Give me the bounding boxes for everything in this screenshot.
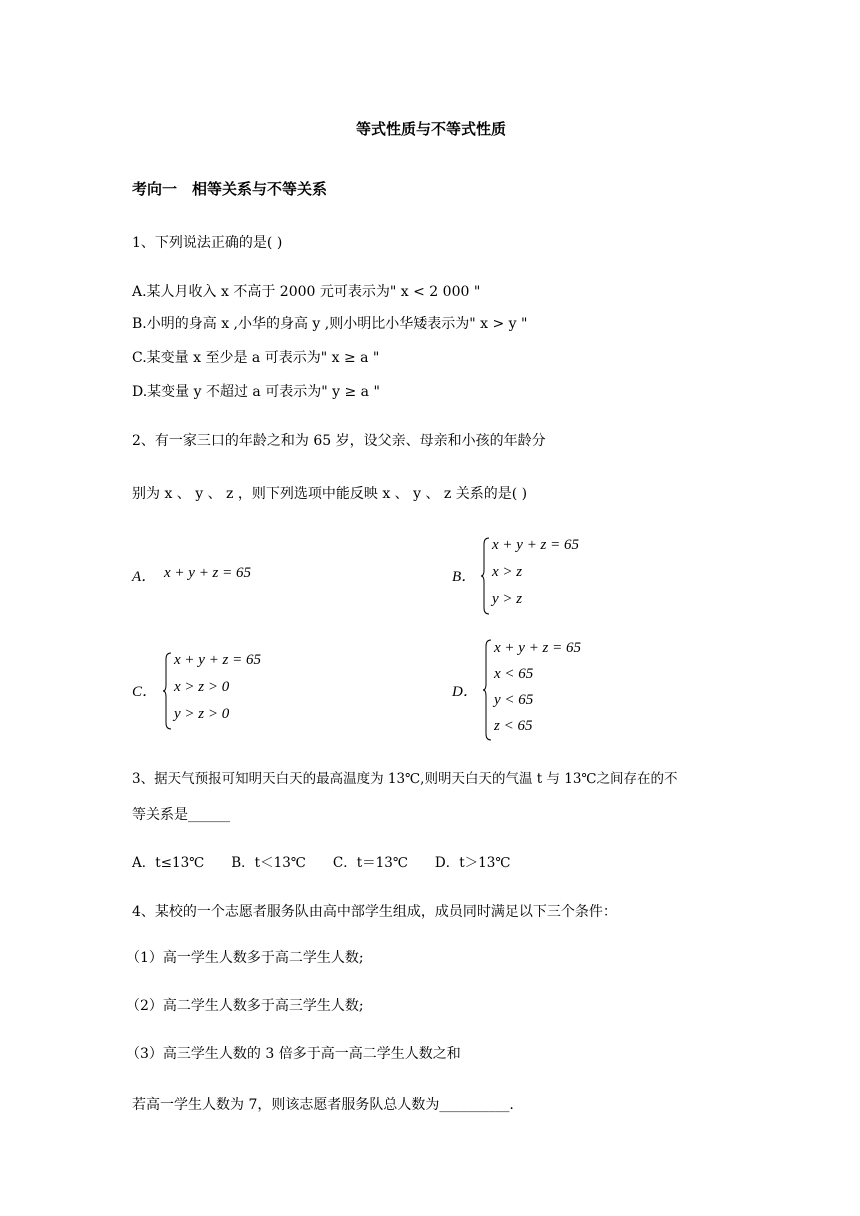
page-title: 等式性质与不等式性质 — [356, 120, 507, 138]
left-brace-icon — [480, 536, 490, 616]
q4-condition-1: （1）高一学生人数多于高二学生人数; — [126, 950, 364, 966]
q2-stem-line1: 2、有一家三口的年龄之和为 65 岁，设父亲、母亲和小孩的年龄分 — [132, 433, 546, 449]
q1-option-a: A.某人月收入 x 不高于 2000 元可表示为" x < 2 000 " — [132, 284, 481, 300]
q2-choice-a-label: A． — [132, 569, 157, 585]
q2-d-line-2: x < 65 — [494, 666, 534, 682]
section-heading: 考向一 相等关系与不等关系 — [132, 180, 328, 198]
q3-stem-line2: 等关系是______ — [132, 807, 230, 823]
q4-question: 若高一学生人数为 7，则该志愿者服务队总人数为__________. — [132, 1097, 514, 1113]
q2-c-line-2: x > z > 0 — [174, 679, 230, 695]
q1-option-b: B.小明的身高 x ,小华的身高 y ,则小明比小华矮表示为" x > y " — [132, 316, 528, 332]
q2-c-line-3: y > z > 0 — [174, 706, 230, 722]
q2-d-line-1: x + y + z = 65 — [494, 640, 582, 656]
q2-c-line-1: x + y + z = 65 — [174, 652, 262, 668]
q2-choice-b-system — [480, 536, 620, 616]
q2-choice-b-label: B． — [452, 569, 477, 585]
q2-d-line-3: y < 65 — [494, 692, 534, 708]
q2-stem-line2: 别为 x 、 y 、 z ，则下列选项中能反映 x 、 y 、 z 关系的是( ) — [132, 486, 528, 502]
q2-d-line-4: z < 65 — [494, 718, 533, 734]
q2-b-line-1: x + y + z = 65 — [492, 537, 580, 553]
q3-stem-line1: 3、据天气预报可知明天白天的最高温度为 13℃,则明天白天的气温 t 与 13℃之间存在的不 — [132, 771, 678, 787]
left-brace-icon — [162, 651, 172, 731]
left-brace-icon — [482, 638, 492, 742]
q2-b-line-3: y > z — [492, 591, 523, 607]
q2-choice-d-system — [482, 638, 622, 742]
q4-condition-3: （3）高三学生人数的 3 倍多于高一高二学生人数之和 — [126, 1046, 461, 1062]
q1-stem: 1、下列说法正确的是( ) — [132, 235, 283, 251]
q2-choice-c-system — [162, 651, 302, 731]
q1-option-c: C.某变量 x 至少是 a 可表示为" x ≥ a " — [132, 350, 380, 366]
q4-stem: 4、某校的一个志愿者服务队由高中部学生组成，成员同时满足以下三个条件： — [132, 904, 617, 920]
q4-condition-2: （2）高二学生人数多于高三学生人数; — [126, 998, 364, 1014]
q1-option-d: D.某变量 y 不超过 a 可表示为" y ≥ a " — [132, 384, 380, 400]
q3-options: A．t≤13℃ B．t＜13℃ C．t＝13℃ D．t＞13℃ — [132, 855, 511, 871]
q2-choice-a-expr: x + y + z = 65 — [164, 565, 252, 581]
q2-choice-c-label: C． — [132, 684, 158, 700]
q2-b-line-2: x > z — [492, 564, 523, 580]
q2-choice-d-label: D． — [452, 684, 478, 700]
